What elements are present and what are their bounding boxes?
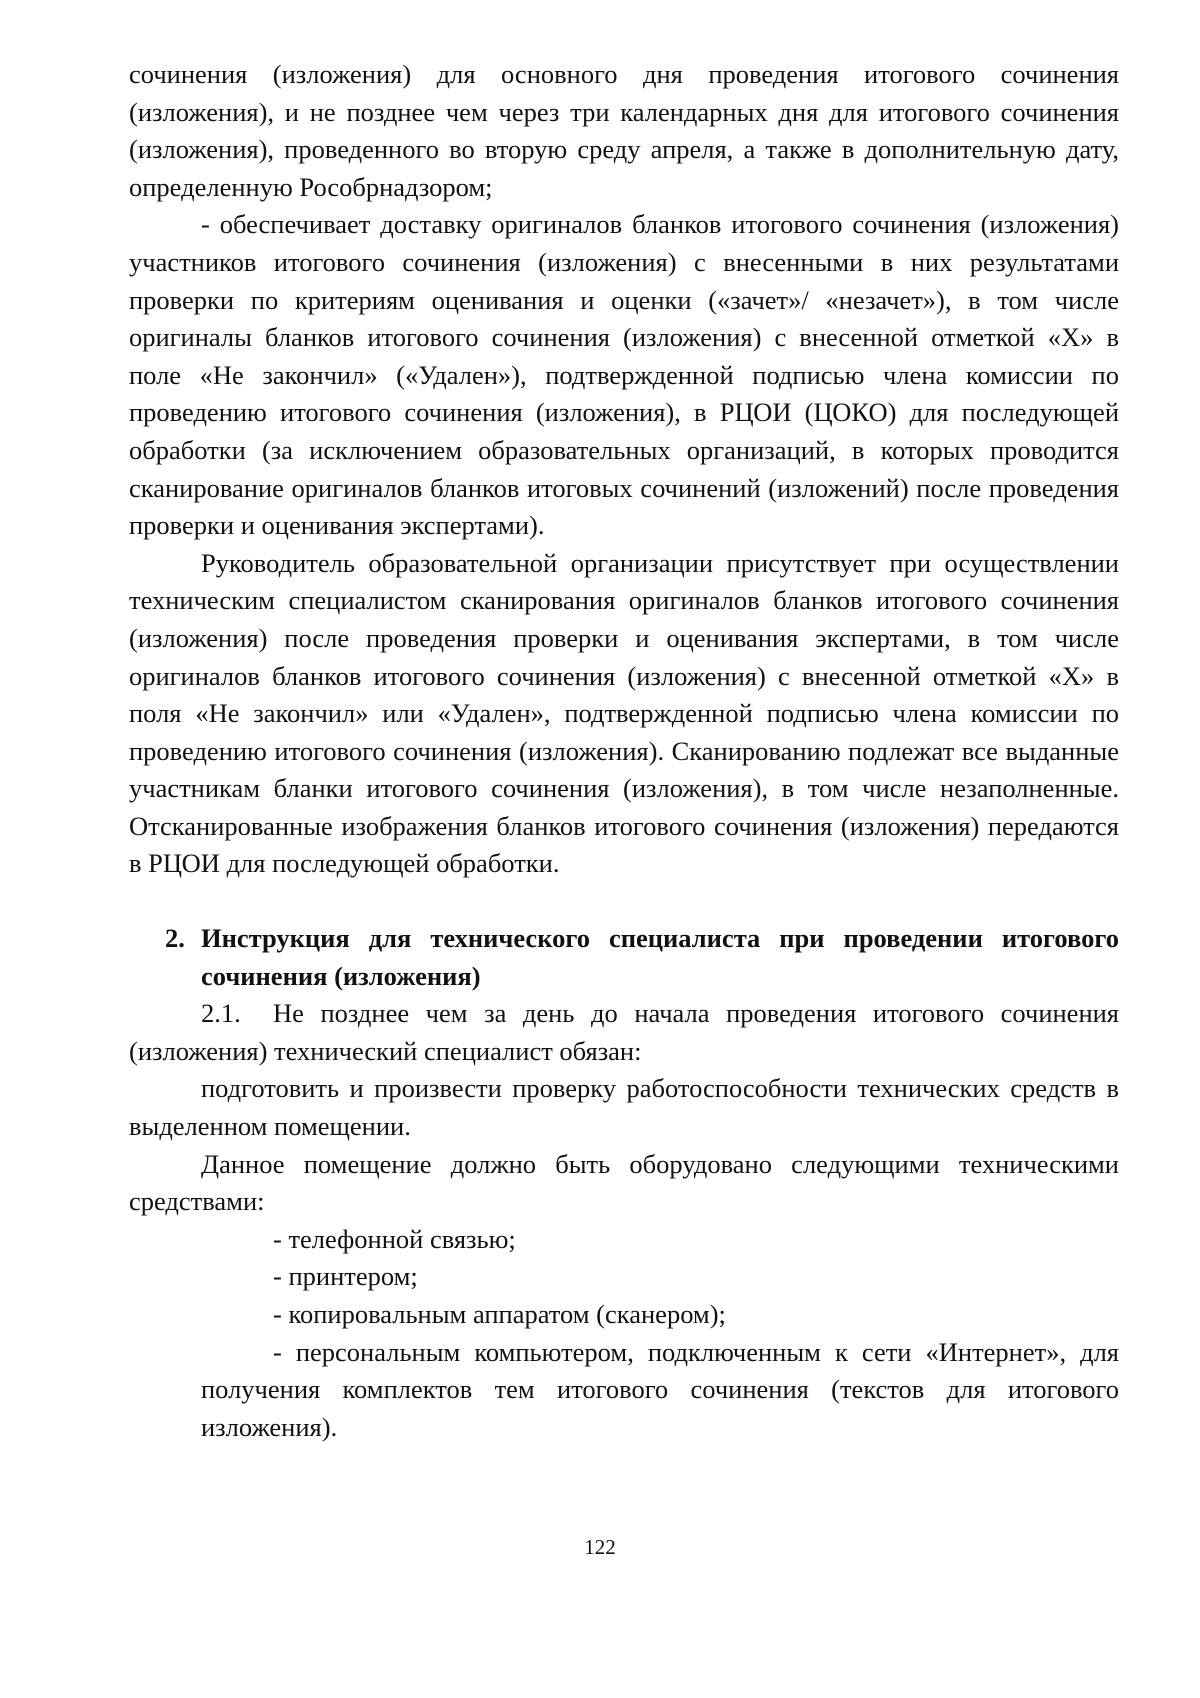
list-item-computer: - персональным компьютером, подключенным к сети «Интернет», для получения комплектов тем итогового сочинения (текстов для итогового изложения). xyxy=(201,1336,1119,1442)
section-number: 2. xyxy=(165,923,185,954)
paragraph-head-of-organization: Руководитель образовательной организации присутствует при осуществлении техническим специалистом сканирования оригиналов бланков итогового сочинения (изложения) после проведения проверки и оценивания экспертами, в том числе оригиналов бланков итогового сочинения (изложения) с внесенной отметкой «Х» в поля «Не закончил» или «Удален», подтвержденной подписью члена комиссии по проведению итогового сочинения (изложения). Сканированию подлежат все выданные участникам бланки итогового сочинения (изложения), в том числе незаполненные. Отсканированные изображения бланков итогового сочинения (изложения) передаются в РЦОИ для последующей обработки. xyxy=(129,547,1119,879)
document-page xyxy=(129,56,1119,1446)
list-item-copier: - копировальным аппаратом (сканером); xyxy=(273,1299,726,1329)
section-heading xyxy=(129,920,1119,995)
section-title: Инструкция для технического специалиста при проведении итогового сочинения (изложения) xyxy=(201,923,1119,991)
page-number: 122 xyxy=(584,1535,616,1559)
subsection-2-1 xyxy=(129,995,1119,1070)
subsection-number: 2.1. xyxy=(201,998,241,1029)
subsection-text: Не позднее чем за день до начала проведения итогового сочинения (изложения) технический специалист обязан: xyxy=(129,998,1119,1066)
paragraph-equipment-intro: Данное помещение должно быть оборудовано следующими техническими средствами: xyxy=(129,1148,1119,1217)
list-item-printer: - принтером; xyxy=(273,1261,418,1292)
paragraph-continuation: сочинения (изложения) для основного дня проведения итогового сочинения (изложения), и не позднее чем через три календарных дня для итогового сочинения (изложения), проведенного во вторую среду апреля, а также в дополнительную дату, определенную Рособрнадзором; xyxy=(129,59,1119,202)
paragraph-prepare: подготовить и произвести проверку работоспособности технических средств в выделенном помещении. xyxy=(129,1073,1119,1142)
paragraph-delivery-originals: - обеспечивает доставку оригиналов бланков итогового сочинения (изложения) участников итогового сочинения (изложения) с внесенными в них результатами проверки по критериям оценивания и оценки («зачет»/ «незачет»), в том числе оригиналы бланков итогового сочинения (изложения) с внесенной отметкой «Х» в поле «Не закончил» («Удален»), подтвержденной подписью члена комиссии по проведению итогового сочинения (изложения), в РЦОИ (ЦОКО) для последующей обработки (за исключением образовательных организаций, в которых проводится сканирование оригиналов бланков итоговых сочинений (изложений) после проведения проверки и оценивания экспертами). xyxy=(129,209,1119,541)
list-item-phone: - телефонной связью; xyxy=(273,1223,516,1254)
